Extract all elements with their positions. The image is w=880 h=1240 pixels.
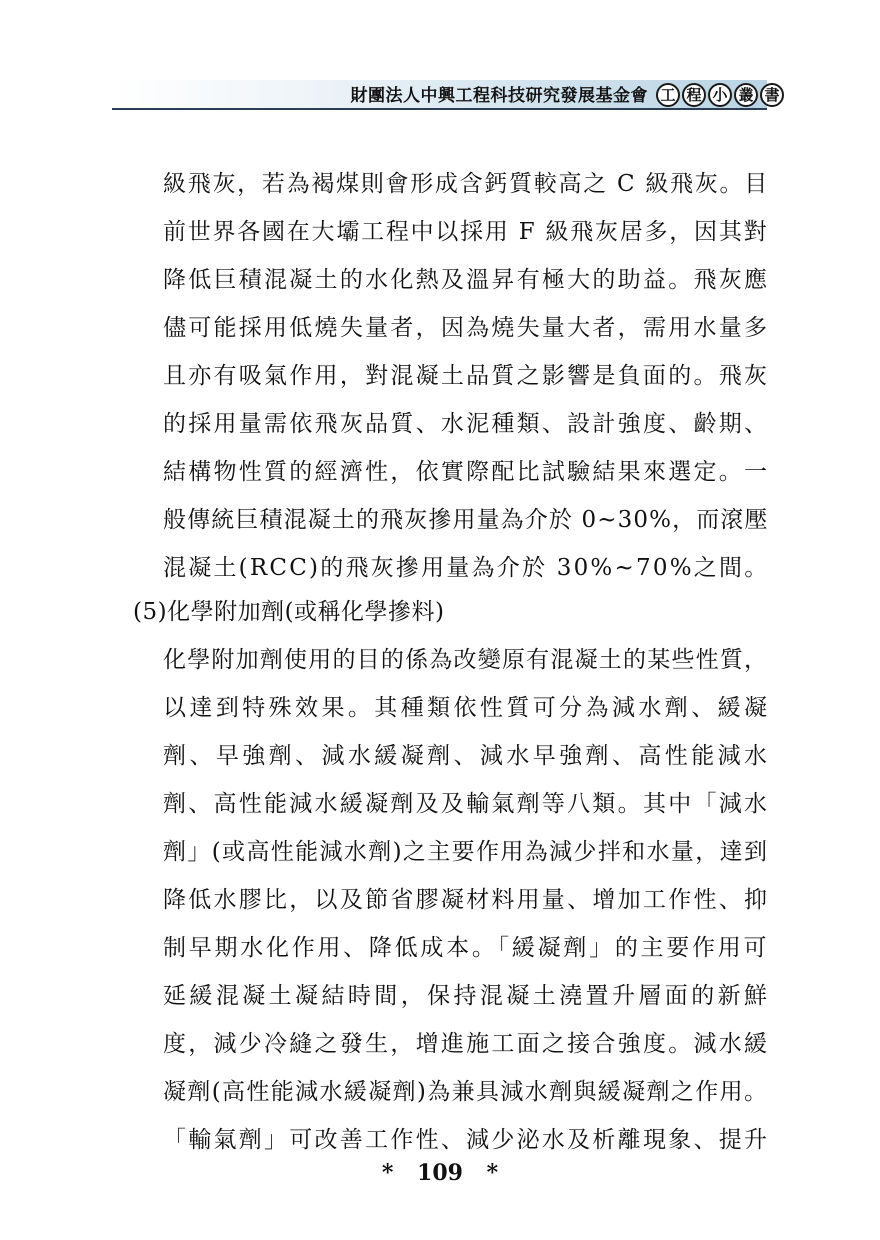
text-line: 級飛灰，若為褐煤則會形成含鈣質較高之 C 級飛灰。目 <box>163 171 769 197</box>
text-line: 前世界各國在大壩工程中以採用 F 級飛灰居多，因其對 <box>163 219 769 245</box>
series-char: 叢 <box>734 83 758 107</box>
text-line: 劑」(或高性能減水劑)之主要作用為減少拌和水量，達到 <box>163 839 769 865</box>
text-line: 以達到特殊效果。其種類依性質可分為減水劑、緩凝 <box>163 695 771 721</box>
section-heading: (5)化學附加劑(或稱化學摻料) <box>133 599 445 625</box>
text-line: 結構物性質的經濟性，依實際配比試驗結果來選定。一 <box>163 459 770 485</box>
text-line: 降低巨積混凝土的水化熱及溫昇有極大的助益。飛灰應 <box>163 267 770 293</box>
header-rule <box>112 108 767 110</box>
page-star-right: * <box>486 1160 499 1186</box>
text-line: 混凝土(RCC)的飛灰摻用量為介於 30%~70%之間。 <box>163 555 770 581</box>
series-char: 程 <box>682 83 706 107</box>
page-footer <box>0 1158 880 1188</box>
text-line: 凝劑(高性能減水緩凝劑)為兼具減水劑與緩凝劑之作用。 <box>163 1079 769 1105</box>
text-line: 度，減少冷縫之發生，增進施工面之接合強度。減水緩 <box>163 1031 770 1057</box>
series-badge <box>656 83 784 107</box>
text-line: 儘可能採用低燒失量者，因為燒失量大者，需用水量多 <box>163 315 770 341</box>
text-line: 的採用量需依飛灰品質、水泥種類、設計強度、齡期、 <box>163 411 770 437</box>
series-char: 書 <box>760 83 784 107</box>
series-char: 小 <box>708 83 732 107</box>
text-line: 「輸氣劑」可改善工作性、減少泌水及析離現象、提升 <box>163 1127 770 1153</box>
text-line: 延緩混凝土凝結時間，保持混凝土澆置升層面的新鮮 <box>163 983 771 1009</box>
text-line: 制早期水化作用、降低成本。「緩凝劑」的主要作用可 <box>163 935 770 961</box>
text-line: 化學附加劑使用的目的係為改變原有混凝土的某些性質， <box>163 647 769 673</box>
text-line: 降低水膠比，以及節省膠凝材料用量、增加工作性、抑 <box>163 887 770 913</box>
series-char: 工 <box>656 83 680 107</box>
page-number: 109 <box>417 1160 463 1186</box>
text-line: 劑、高性能減水緩凝劑及及輸氣劑等八類。其中「減水 <box>163 791 770 817</box>
header-organization: 財團法人中興工程科技研究發展基金會 <box>350 86 648 106</box>
text-line: 且亦有吸氣作用，對混凝土品質之影響是負面的。飛灰 <box>163 363 770 389</box>
text-line: 般傳統巨積混凝土的飛灰摻用量為介於 0~30%，而滾壓 <box>163 507 769 533</box>
text-line: 劑、早強劑、減水緩凝劑、減水早強劑、高性能減水 <box>163 743 771 769</box>
page-star-left: * <box>381 1160 394 1186</box>
